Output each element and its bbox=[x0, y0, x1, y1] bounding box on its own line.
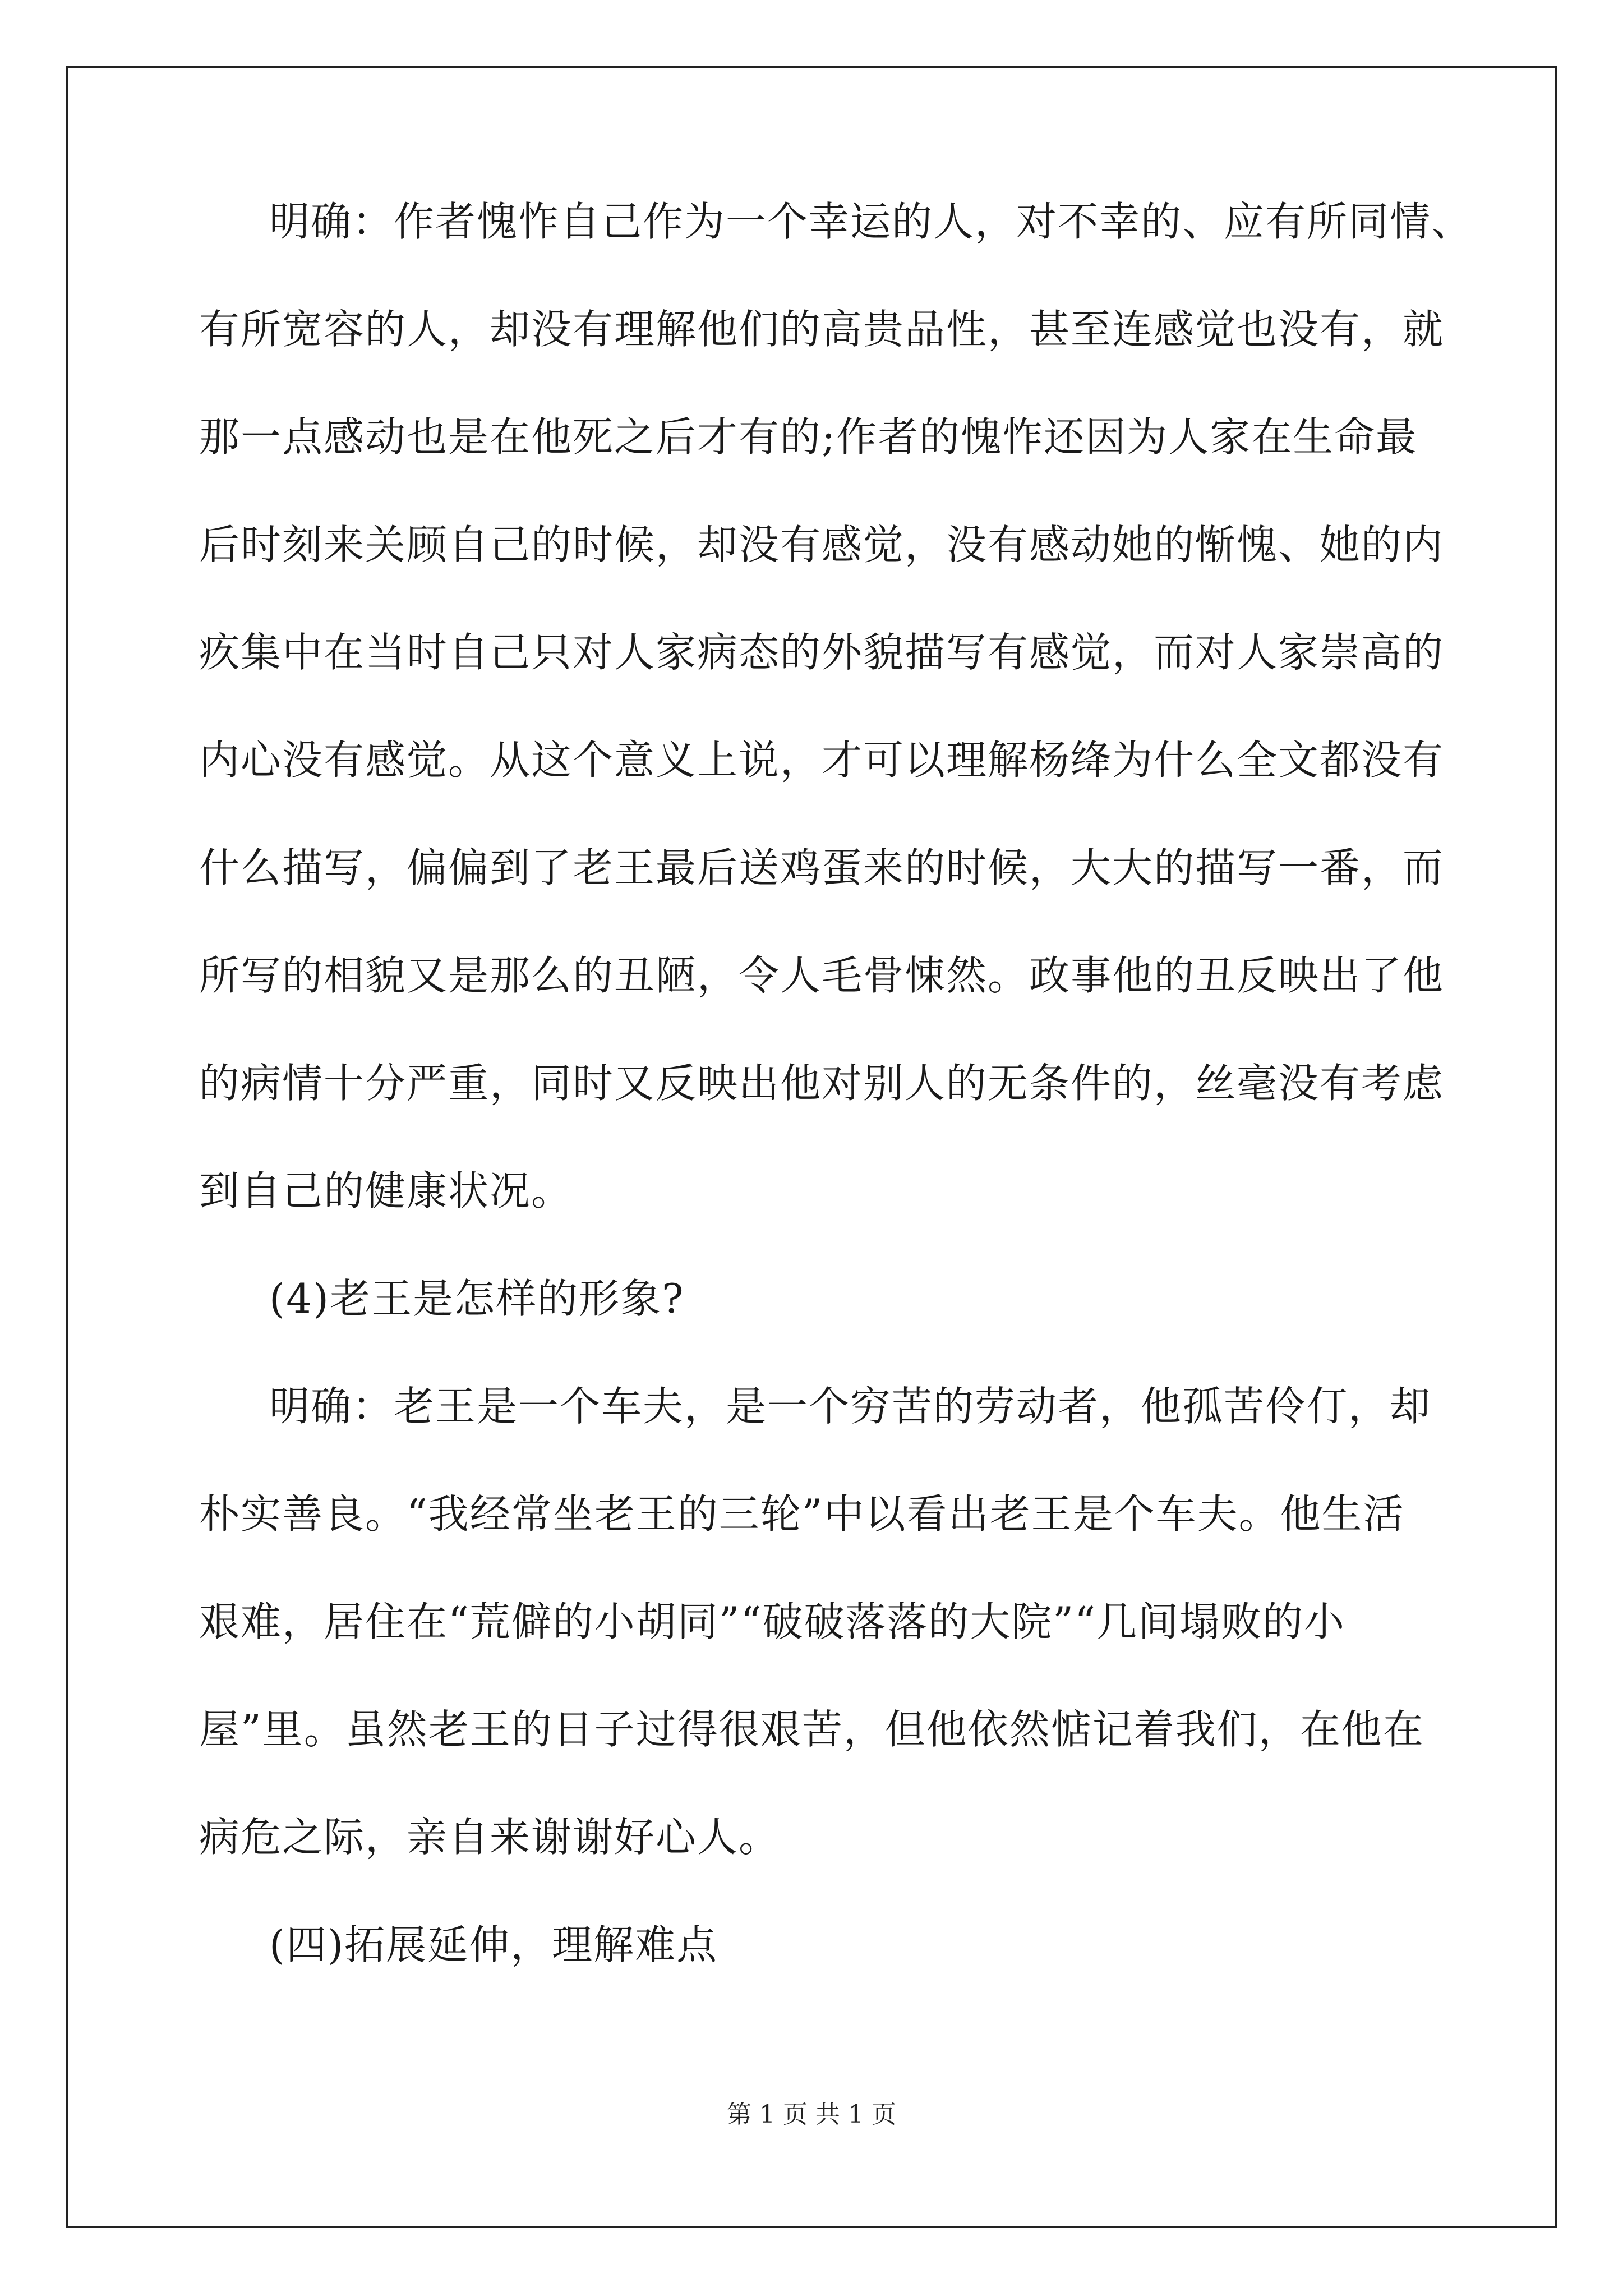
text-line: 有所宽容的人，却没有理解他们的高贵品性，甚至连感觉也没有，就 bbox=[199, 306, 1445, 353]
text-line: 朴实善良。“我经常坐老王的三轮”中以看出老王是个车夫。他生活 bbox=[199, 1490, 1405, 1538]
text-line: 内心没有感觉。从这个意义上说，才可以理解杨绛为什么全文都没有 bbox=[199, 737, 1445, 784]
text-line: 到自己的健康状况。 bbox=[199, 1167, 573, 1214]
page-number-footer: 第 1 页 共 1 页 bbox=[727, 2100, 896, 2129]
text-line: 那一点感动也是在他死之后才有的;作者的愧怍还因为人家在生命最 bbox=[199, 413, 1418, 461]
text-line: 明确：作者愧怍自己作为一个幸运的人，对不幸的、应有所同情、 bbox=[269, 198, 1473, 245]
text-line: 屋”里。虽然老王的日子过得很艰苦，但他依然惦记着我们，在他在 bbox=[199, 1706, 1424, 1753]
section-heading: (四)拓展延伸，理解难点 bbox=[269, 1921, 718, 1968]
text-line: 所写的相貌又是那么的丑陋，令人毛骨悚然。政事他的丑反映出了他 bbox=[199, 952, 1445, 999]
text-line: 疚集中在当时自己只对人家病态的外貌描写有感觉，而对人家崇高的 bbox=[199, 629, 1445, 676]
text-line: 的病情十分严重，同时又反映出他对别人的无条件的，丝毫没有考虑 bbox=[199, 1060, 1445, 1107]
page-border bbox=[66, 66, 1557, 2228]
text-line: 艰难，居住在“荒僻的小胡同”“破破落落的大院”“几间塌败的小 bbox=[199, 1598, 1346, 1645]
text-line: 后时刻来关顾自己的时候，却没有感觉，没有感动她的惭愧、她的内 bbox=[199, 521, 1445, 568]
text-line: 明确：老王是一个车夫，是一个穷苦的劳动者，他孤苦伶仃，却 bbox=[269, 1383, 1432, 1430]
question-heading: (4)老王是怎样的形象? bbox=[269, 1275, 685, 1322]
text-line: 病危之际，亲自来谢谢好心人。 bbox=[199, 1814, 781, 1861]
text-line: 什么描写，偏偏到了老王最后送鸡蛋来的时候，大大的描写一番，而 bbox=[199, 844, 1445, 891]
